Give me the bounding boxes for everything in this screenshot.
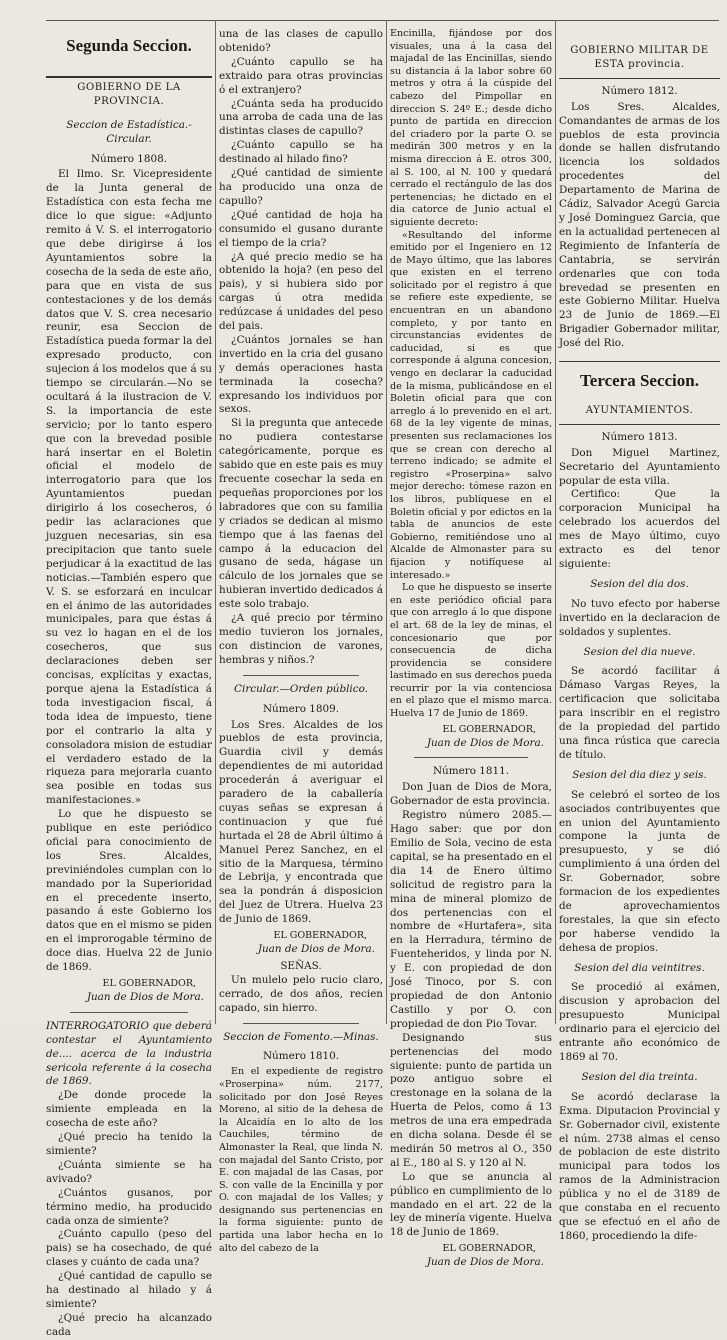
notice-body: Encinilla, fijándose por dos visuales, una á la casa del majadal de las Encinillas, siendo su distancia á la labor sobre 60 metros y otra á la cúspide del cabezo del Pimpollar en direccion S. 24º E.; desde dicho punto de partida en direccion del criadero por la parte O. se medirán 300 metros y en la misma direccion á E. otros 300, al S. 100, al N. 100 y quedará cerrado el rectángulo de las dos pertenencias; he dictado en el dia catorce de Junio actual el siguiente decreto: xyxy=(390,28,552,228)
column-3 xyxy=(390,0,552,1270)
question: una de las clases de capullo obtenido? xyxy=(219,28,383,54)
notice-body: Los Sres. Alcaldes, Comandantes de armas de los pueblos de esta provincia donde se hallen disfrutando licencia los soldados procedentes del Departamento de Marina de Cádiz, Salvador Acegú Garcia y José Dominguez Garcia, que en la actualidad pertenecen al Regimiento de Infantería de Cantabria, se servirán ordenarles que con toda brevedad se presenten en este Gobierno Militar. Huelva 23 de Junio de 1869.—El Brigadier Gobernador militar, José del Rio. xyxy=(559,100,720,350)
column-4 xyxy=(559,0,720,1244)
number-heading: Número 1811. xyxy=(432,765,510,778)
question: ¿Cuánto capullo se ha destinado al hilado fino? xyxy=(219,139,383,166)
question: ¿Qué cantidad de simiente ha producido una onza de capullo? xyxy=(219,167,383,207)
section-title: Segunda Seccion. xyxy=(66,36,192,55)
session-body: Se acordó facilitar á Dámaso Vargas Reyes, la certificacion que solicitaba para inscribir en el registro de la propiedad del partido una finca rústica que carecia de título. xyxy=(559,665,720,761)
notice-body: Los Sres. Alcaldes de los pueblos de esta provincia, Guardia civil y demás dependientes de mi autoridad procederán á averiguar el paradero de la caballería cuyas señas se expresan á continuacion y que fué hurtada el 28 de Abril último á Manuel Perez Sanchez, en el sitio de la Marquesa, término de Lebrija, y encontrada que sea la pondrán á disposicion del Juez de Utrera. Huelva 23 de Junio de 1869. xyxy=(219,718,383,926)
number-heading: Número 1812. xyxy=(601,84,678,97)
session-heading: Sesion del dia dos. xyxy=(590,577,689,590)
section-title: Tercera Seccion. xyxy=(580,371,699,391)
notice-body: Lo que se anuncia al público en cumplimiento de lo mandado en el art. 22 de la ley de minería vigente. Huelva 18 de Junio de 1869. xyxy=(390,1170,552,1239)
signature-name: Juan de Dios de Mora. xyxy=(257,943,375,955)
signature-title: EL GOBERNADOR, xyxy=(442,723,536,735)
session-body: Se celebró el sorteo de los asociados contribuyentes que en union del Ayuntamiento compone la junta de presupuesto, y se dió cumplimiento á una órden del Sr. Gobernador, sobre formacion de los expedientes de aprovechamientos forestales, la que sin efecto por haberse vendido la dehesa de propios. xyxy=(559,788,720,954)
column-divider xyxy=(555,20,556,1024)
session-body: Se acordó declarase la Exma. Diputacion Provincial y Sr. Gobernador civil, existente el núm. 2738 almas el censo de poblacion de este distrito municipal para todos los ramos de la Administracion pública y no el de 3189 de que constaba en el recuento que se efectuó en el año de 1860, procediendo la dife- xyxy=(559,1090,720,1242)
signature-title: EL GOBERNADOR, xyxy=(273,930,367,942)
fomento-heading: Seccion de Fomento.—Minas. xyxy=(223,1030,379,1043)
ayuntamientos-heading: AYUNTAMIENTOS. xyxy=(585,404,694,416)
question: ¿A qué precio medio se ha obtenido la hoja? (en peso del pais), y si hubiera sido por cargas ú otra medida redúzcase á unidades del peso del pais. xyxy=(219,250,383,333)
question: ¿Cuántos gusanos, por término medio, ha producido cada onza de simiente? xyxy=(46,1186,212,1227)
subsection-heading: Seccion de Estadística.-Circular. xyxy=(66,118,192,145)
question: ¿Cuántos jornales se han invertido en la cria del gusano y demás operaciones hasta terminada la cosecha? expresando los individuos por sexos. xyxy=(219,333,383,416)
question: ¿Cuánta seda ha producido una arroba de cada una de las distintas clases de capullo? xyxy=(219,97,383,138)
session-heading: Sesion del dia nueve. xyxy=(583,645,696,658)
session-body: No tuvo efecto por haberse invertido en la declaracion de soldados y suplentes. xyxy=(559,597,720,638)
divider xyxy=(243,1023,359,1024)
column-divider xyxy=(386,20,387,1024)
question: ¿Cuánto capullo (peso del pais) se ha cosechado, de qué clases y cuánto de cada una? xyxy=(46,1228,212,1269)
signature-title: EL GOBERNADOR, xyxy=(102,978,196,989)
signature-title: EL GOBERNADOR, xyxy=(442,1243,536,1255)
notice-body: Designando sus pertenencias del modo siguiente: punto de partida un pozo antiguo sobre el crestonage en la solana de la Huerta de Pelos, como á 13 metros de una era empedrada en dicha solana. Desde él se medirán 50 metros al O., 350 al E., 180 al S. y 120 al N. xyxy=(390,1031,552,1169)
column-divider xyxy=(215,20,216,1024)
number-heading: Número 1813. xyxy=(601,430,678,443)
resultando-body: «Resultando del informe emitido por el Ingeniero en 12 de Mayo último, que las labores que existen en el terreno solicitado por el registro á que se refiere este expediente, se encuentran en un abandono completo, y por tanto en circunstancias evidentes de caducidad, si es que corresponde á alguna concesion, vengo en declarar la caducidad de la misma, publicándose en el Boletin oficial para que con arreglo á lo prevenido en el art. 68 de la ley vigente de minas, presenten sus reclamaciones los que se crean con derecho al terreno indicado; se admite el registro «Proserpina» salvo mejor derecho: tómese razon en los libros, publíquese en el Boletin oficial y por edictos en la tabla de anuncios de este Gobierno, remitiéndose uno al Alcalde de Almonaster para su fijacion y notifíquese al interesado.» xyxy=(390,229,552,581)
signature-name: Juan de Dios de Mora. xyxy=(86,990,204,1003)
session-heading: Sesion del dia veintitres. xyxy=(574,961,705,974)
divider xyxy=(559,361,720,362)
circular-body: El Ilmo. Sr. Vicepresidente de la Junta general de Estadística con esta fecha me dice lo que sigue: «Adjunto remito á V. S. el interrogatorio que debe dirigirse á los Ayuntamientos sobre la cosecha de la seda de este año, para que en vista de sus contestaciones y de los demás datos que V. S. crea necesario reunir, esa Seccion de Estadística pueda formar la del expresado producto, con sujecion á los modelos que á su tiempo se circularán.—No se ocultará á la ilustracion de V. S. la importancia de este servicio; por lo tanto espero que con la brevedad posible hará insertar en el Boletin oficial el modelo de interrogatorio para que los Ayuntamientos puedan dirigirlo á los cosecheros, ó pedir las aclaraciones que juzguen necesarias, sin esa precipitacion que tanto suele perjudicar á la exactitud de las noticias.—También espero que V. S. se esforzará en inculcar en el ánimo de las autoridades municipales, para que éstas á su vez lo hagan en el de los cosecheros, que sus declaraciones deben ser concisas, explícitas y exactas, porque ajena la Estadística á toda investigacion fiscal, á toda idea de impuesto, tiene por el contrario la alta y consoladora mision de estudiar el verdadero estado de la riqueza para mejorarla cuanto sea posible en todas sus manifestaciones.» xyxy=(46,168,212,807)
divider xyxy=(70,1012,188,1013)
session-heading: Sesion del dia treinta. xyxy=(581,1070,698,1083)
number-heading: Número 1810. xyxy=(262,1050,340,1063)
notice-body: Lo que he dispuesto se inserte en este periódico oficial para que con arreglo á lo que dispone el art. 68 de la ley de minas, el concesionario que por consecuencia de dicha providencia se considere lastimado en sus derechos pueda recurrir por la via contenciosa en el plazo que el mismo marca. Huelva 17 de Junio de 1869. xyxy=(390,582,552,720)
senas-heading: SEÑAS. xyxy=(280,959,322,972)
notice-heading: Don Juan de Dios de Mora, Gobernador de esta provincia. xyxy=(390,781,552,808)
senas-body: Un mulelo pelo rucio claro, cerrado, de dos años, recien capado, sin hierro. xyxy=(219,973,383,1014)
notice-body: Registro número 2085.—Hago saber: que por don Emilio de Sola, vecino de esta capital, se ha presentado en el dia 14 de Enero último solicitud de registro para la mina de mineral plomizo de dos pertenencias con el nombre de «Hurtafera», sita en la Herradura, término de Fuenteheridos, y linda por N. y E. con propiedad de don José Tinoco, por S. con propiedad de don Antonio Castillo y por O. con propiedad de don Pio Tovar. xyxy=(390,809,552,1030)
gov-header: GOBIERNO DE LA PROVINCIA. xyxy=(77,81,181,107)
question: ¿Qué cantidad de capullo se ha destinado al hilado y á simiente? xyxy=(46,1270,212,1310)
question: ¿Cuánta simiente se ha avivado? xyxy=(46,1158,212,1185)
question: ¿Cuánto capullo se ha extraido para otras provincias ó el extranjero? xyxy=(219,55,383,96)
divider xyxy=(414,757,528,758)
number-heading: Número 1808. xyxy=(90,152,168,165)
circular-heading: Circular.—Orden público. xyxy=(234,682,368,695)
signature-name: Juan de Dios de Mora. xyxy=(426,736,544,749)
interrogatorio-title: INTERROGATORIO que deberá contestar el Ayuntamiento de.... acerca de la industria sericola referente á la cosecha de 1869. xyxy=(46,1019,212,1088)
session-heading: Sesion del dia diez y seis. xyxy=(572,768,707,781)
question: ¿Qué precio ha alcanzado cada xyxy=(46,1311,212,1338)
question: Si la pregunta que antecede no pudiera contestarse categóricamente, porque es sabido que en este pais es muy frecuente cosechar la seda en pequeñas proporciones por los labradores que con su familia y criados se dedican al mismo tiempo que á las faenas del campo á la educacion del gusano de seda, hágase un cálculo de los jornales que se hubieran invertido dedicados á este solo trabajo. xyxy=(219,417,383,611)
column-1 xyxy=(46,0,212,1340)
divider xyxy=(559,424,720,425)
notice-body: En el expediente de registro «Proserpina» núm. 2177, solicitado por don José Reyes Moreno, al sitio de la dehesa de la Alcaidía en lo alto de los Cauchiles, término de Almonaster la Real, que linda N. con majadal del Santo Cristo, por E. con majadal de las Casas, por S. con valle de la Encinilla y por O. con majadal de los Valles; y designando sus pertenencias en la forma siguiente: punto de partida una labor hecha en lo alto del cabezo de la xyxy=(219,1066,383,1254)
notice-body: Certifico: Que la corporacion Municipal ha celebrado los acuerdos del mes de Mayo último, cuyo extracto es del tenor siguiente: xyxy=(559,488,720,570)
question: ¿A qué precio por término medio tuvieron los jornales, con distincion de varones, hembras y niños.? xyxy=(219,612,383,666)
column-2 xyxy=(219,0,383,1255)
notice-heading: Don Miguel Martinez, Secretario del Ayuntamiento popular de esta villa. xyxy=(559,446,720,487)
question: ¿Qué cantidad de hoja ha consumido el gusano durante el tiempo de la cria? xyxy=(219,208,383,249)
divider xyxy=(559,78,720,79)
question: ¿Qué precio ha tenido la simiente? xyxy=(46,1131,212,1157)
session-body: Se procedió al exámen, discusion y aprobacion del presupuesto Municipal ordinario para el ejercicio del entrante año económico de 1869 al 70. xyxy=(559,981,720,1063)
circular-body-2: Lo que he dispuesto se publique en este periódico oficial para conocimiento de los Sres. Alcaldes, previniéndoles cumplan con lo mandado por la Superioridad en el precedente inserto, pasando á este Gobierno los datos que en el mismo se piden en el improrogable término de doce dias. Huelva 22 de Junio de 1869. xyxy=(46,808,212,974)
gob-militar-heading: GOBIERNO MILITAR DE ESTA provincia. xyxy=(570,45,709,70)
number-heading: Número 1809. xyxy=(262,702,340,715)
question: ¿De donde procede la simiente empleada en la cosecha de este año? xyxy=(46,1089,212,1130)
divider xyxy=(243,675,359,676)
signature-name: Juan de Dios de Mora. xyxy=(426,1256,544,1269)
